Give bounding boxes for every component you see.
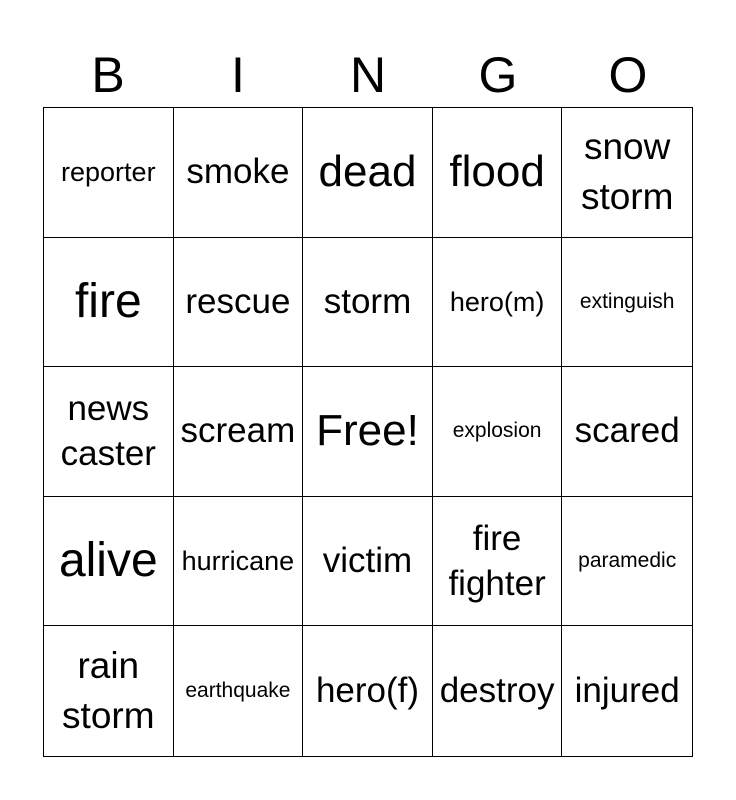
cell-label: hero(m) [449,286,545,317]
cell-label: hero(f) [315,671,420,711]
header-letter-n: N [349,47,387,103]
bingo-cell[interactable] [174,626,304,756]
header-letter-o: O [608,47,648,103]
bingo-cell[interactable] [44,497,174,627]
bingo-cell[interactable] [44,238,174,368]
bingo-cell[interactable] [174,108,304,238]
cell-label: news caster [60,389,156,474]
bingo-cell[interactable] [562,497,692,627]
cell-label: fire fighter [448,519,546,604]
cell-label: scream [180,411,296,451]
bingo-cell[interactable] [44,108,174,238]
header-letter-g: G [478,47,518,103]
cell-label: rain storm [62,645,155,737]
cell-label: fire [74,274,142,328]
bingo-cell[interactable] [562,367,692,497]
cell-label: Free! [316,406,419,456]
bingo-cell[interactable] [562,108,692,238]
bingo-cell[interactable] [562,626,692,756]
bingo-board [43,107,693,757]
cell-label: snow storm [580,126,674,218]
bingo-cell[interactable] [303,626,433,756]
cell-label: flood [449,147,545,197]
cell-label: alive [58,534,158,588]
bingo-cell[interactable] [44,626,174,756]
bingo-header [43,44,693,106]
free-cell[interactable] [303,367,433,497]
bingo-cell[interactable] [174,238,304,368]
bingo-cell[interactable] [303,108,433,238]
cell-label: hurricane [181,546,295,577]
cell-label: earthquake [185,679,291,703]
cell-label: destroy [439,671,555,711]
cell-label: rescue [185,281,291,321]
cell-label: smoke [186,152,290,192]
bingo-cell[interactable] [433,497,563,627]
cell-label: scared [574,411,680,451]
cell-label: reporter [61,157,156,188]
cell-label: explosion [452,419,542,443]
bingo-cell[interactable] [433,108,563,238]
bingo-cell[interactable] [303,497,433,627]
cell-label: paramedic [578,549,677,573]
bingo-cell[interactable] [303,238,433,368]
bingo-cell[interactable] [562,238,692,368]
bingo-cell[interactable] [433,238,563,368]
bingo-cell[interactable] [174,497,304,627]
cell-label: injured [574,671,680,711]
cell-label: storm [323,281,412,321]
header-letter-b: B [91,47,125,103]
header-letter-i: I [231,47,245,103]
cell-label: victim [322,541,413,581]
bingo-cell[interactable] [433,367,563,497]
bingo-cell[interactable] [44,367,174,497]
cell-label: dead [318,147,417,197]
bingo-cell[interactable] [433,626,563,756]
cell-label: extinguish [579,289,675,313]
bingo-cell[interactable] [174,367,304,497]
